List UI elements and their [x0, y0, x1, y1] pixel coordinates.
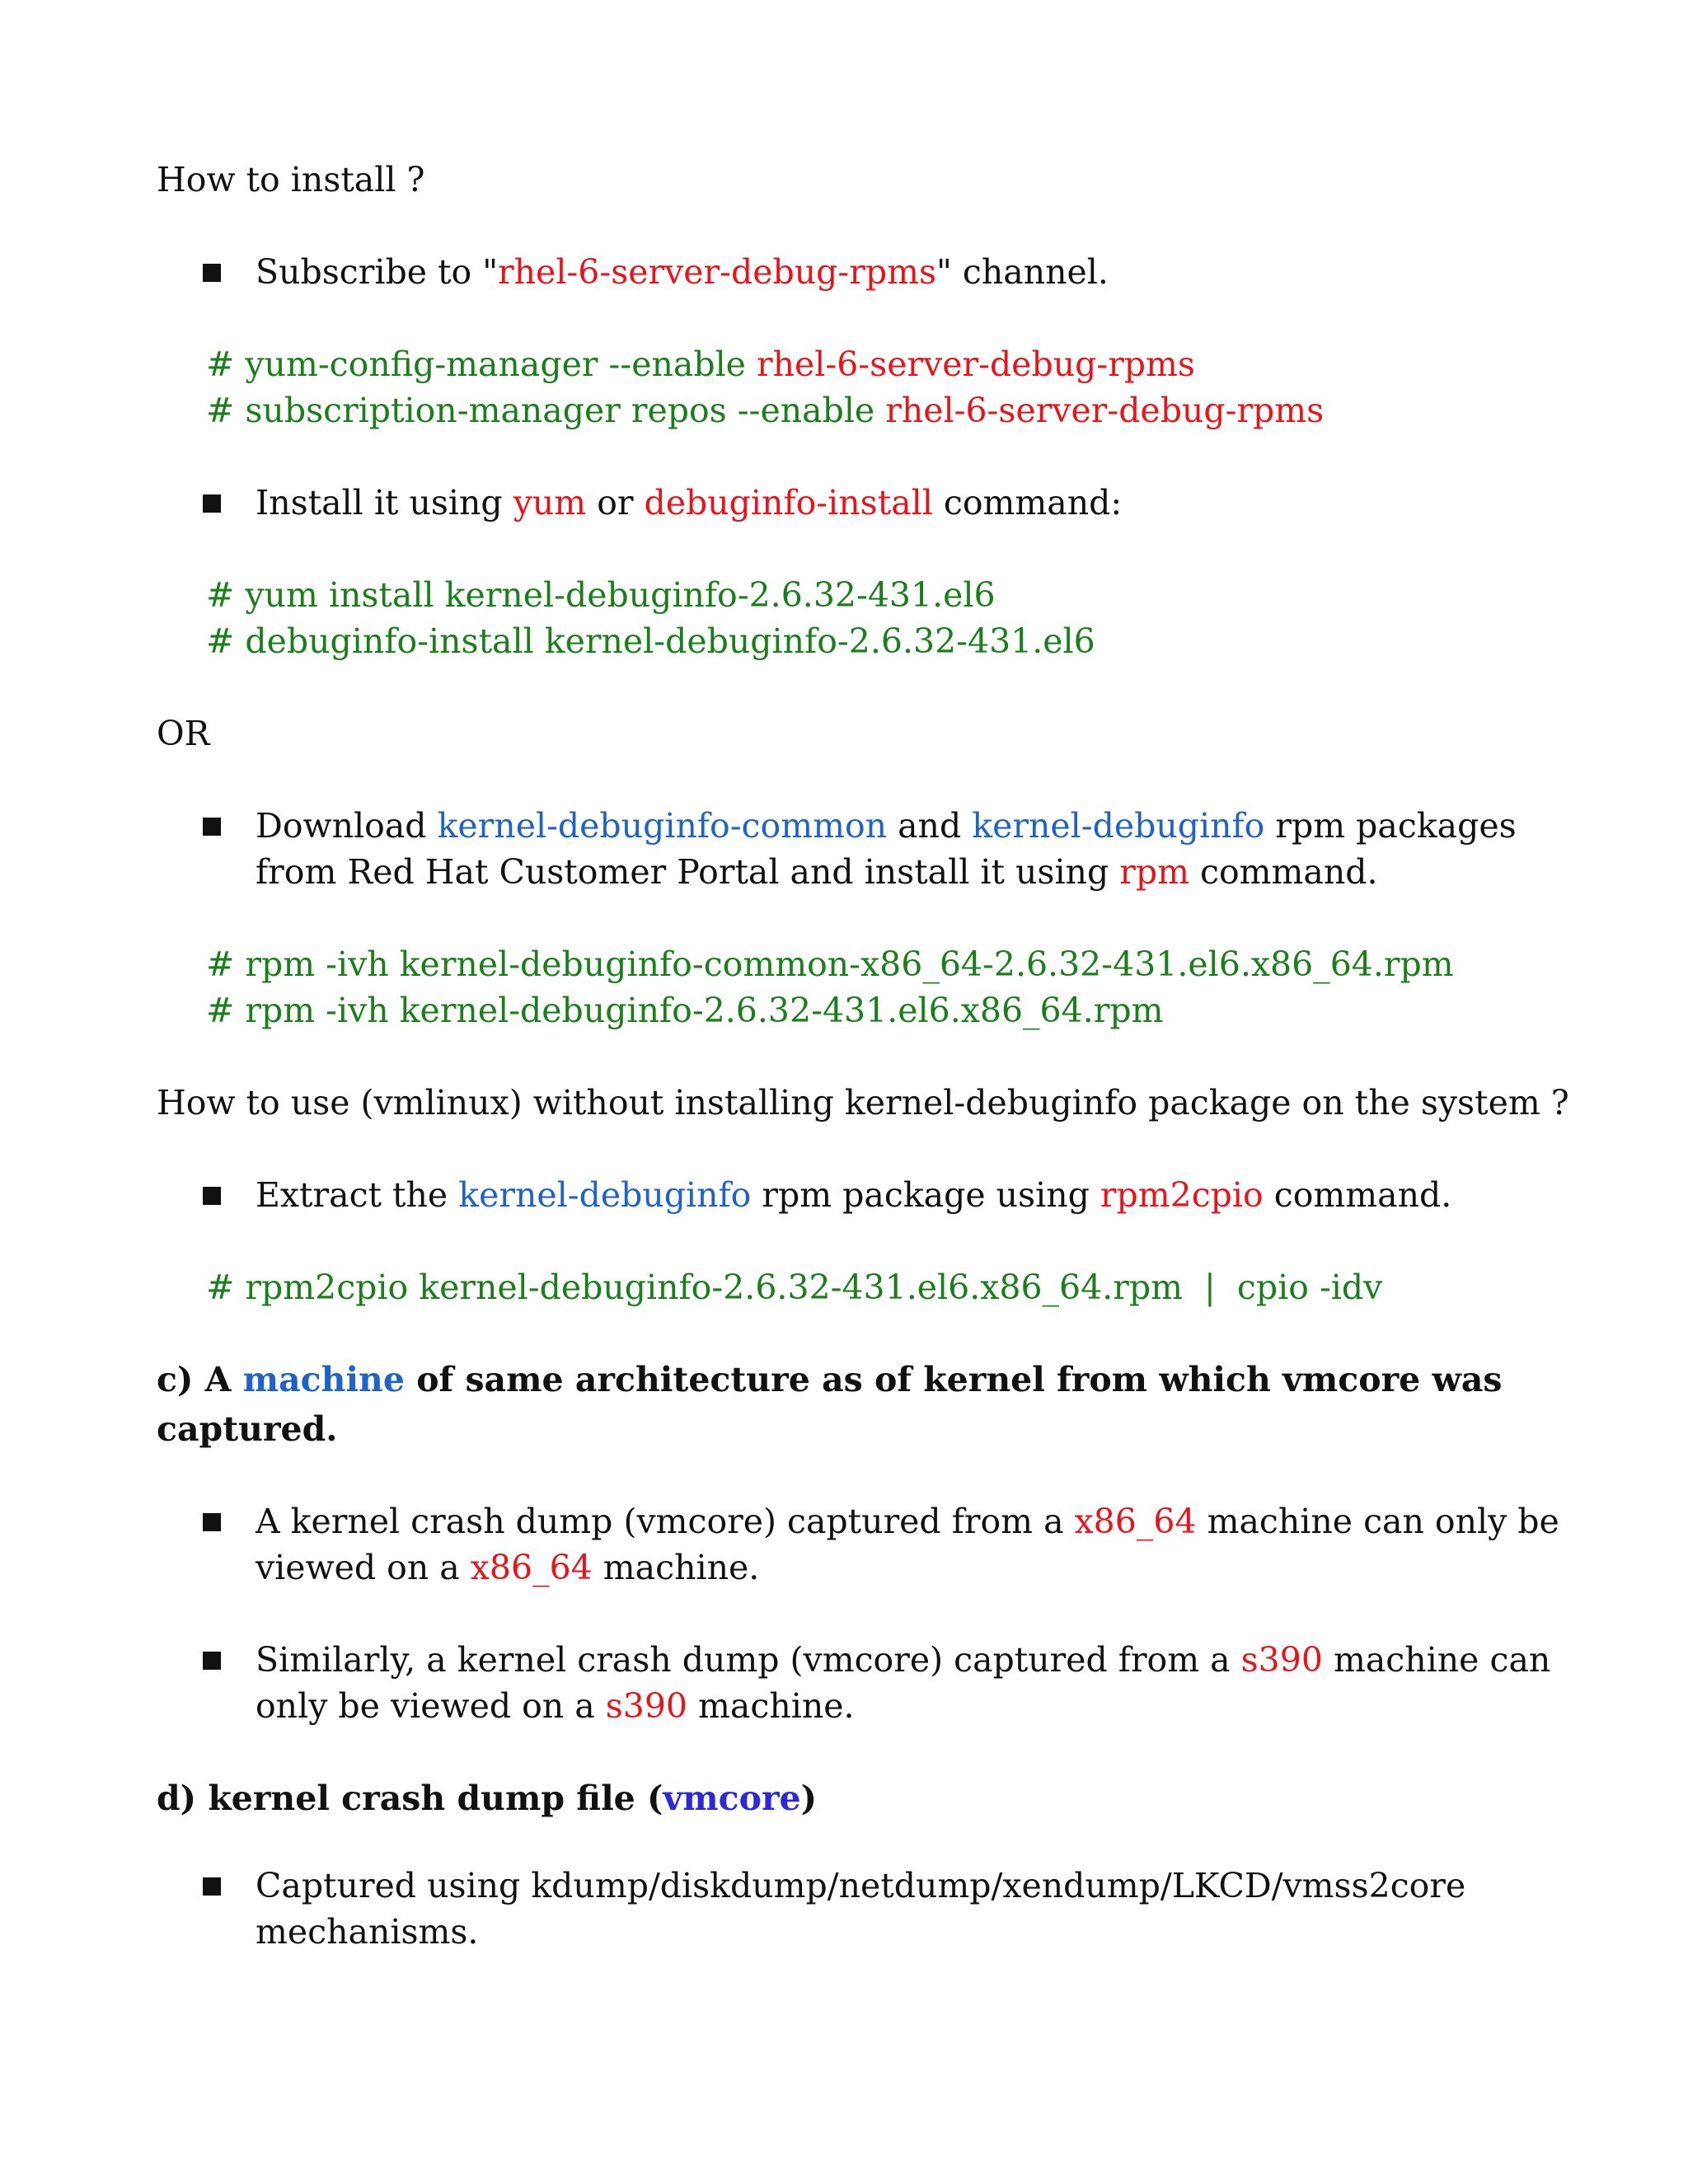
bullet-square-icon	[203, 264, 221, 282]
vmcore-keyword: vmcore	[663, 1779, 801, 1818]
text-segment: Similarly, a kernel crash dump (vmcore) captured from a	[256, 1640, 1241, 1680]
text-segment: and	[887, 806, 973, 846]
bullet-square-icon	[203, 1877, 221, 1896]
channel-name: rhel-6-server-debug-rpms	[498, 252, 937, 292]
bullet-square-icon	[203, 1187, 221, 1205]
install-heading: How to install ?	[157, 160, 425, 199]
arch-name: x86_64	[470, 1548, 593, 1587]
bullet-square-icon	[203, 818, 221, 836]
section-d-bullet-captured	[203, 1863, 1604, 1955]
bullet-text-line2: mechanisms.	[256, 1912, 479, 1952]
repo-name: rhel-6-server-debug-rpms	[756, 344, 1195, 384]
text-segment: rpm packages	[1264, 806, 1517, 846]
bullet-text	[256, 480, 1122, 526]
section-c-bullet-s390	[203, 1637, 1604, 1729]
tool-name: rpm	[1119, 852, 1189, 892]
text-segment: machine.	[592, 1548, 760, 1587]
bullet-square-icon	[203, 494, 221, 513]
package-name: kernel-debuginfo	[972, 806, 1265, 846]
text-segment: c) A	[157, 1360, 243, 1399]
text-segment: command:	[932, 483, 1123, 523]
text-segment: from Red Hat Customer Portal and install it using	[256, 852, 1120, 892]
bullet-square-icon	[203, 1513, 221, 1531]
section-c-heading-line2: captured.	[157, 1409, 338, 1449]
command-yum-config-manager	[206, 341, 1195, 387]
command-subscription-manager	[206, 387, 1324, 434]
command-rpm2cpio: # rpm2cpio kernel-debuginfo-2.6.32-431.el6.x86_64.rpm | cpio -idv	[206, 1268, 1383, 1307]
bullet-text	[256, 249, 1109, 295]
text-segment: or	[597, 483, 645, 523]
command-text: # subscription-manager repos --enable	[206, 391, 886, 430]
command-rpm-debuginfo: # rpm -ivh kernel-debuginfo-2.6.32-431.el6.x86_64.rpm	[206, 991, 1164, 1030]
section-c-bullet-x86	[203, 1498, 1604, 1591]
bullet-text-line1: Captured using kdump/diskdump/netdump/xendump/LKCD/vmss2core	[256, 1866, 1466, 1905]
package-name: kernel-debuginfo	[458, 1175, 752, 1215]
text-segment: rpm package using	[751, 1175, 1100, 1215]
bullet-text-line2	[256, 1683, 855, 1729]
text-segment: only be viewed on a	[256, 1686, 606, 1726]
text-segment: machine can only be	[1196, 1502, 1559, 1541]
command-debuginfo-install: # debuginfo-install kernel-debuginfo-2.6.32-431.el6	[206, 621, 1095, 661]
bullet-text-line2	[256, 849, 1378, 895]
text-segment: )	[800, 1779, 818, 1818]
package-name: kernel-debuginfo-common	[437, 806, 888, 846]
or-separator: OR	[157, 714, 210, 753]
install-bullet-download	[203, 803, 1604, 895]
text-segment: command.	[1189, 852, 1378, 892]
bullet-square-icon	[203, 1652, 221, 1670]
tool-name: yum	[513, 483, 587, 523]
command-yum-install: # yum install kernel-debuginfo-2.6.32-431.el6	[206, 575, 996, 615]
arch-name: s390	[605, 1686, 688, 1726]
bullet-text-line1	[256, 1637, 1550, 1683]
text-segment: A kernel crash dump (vmcore) captured from a	[256, 1502, 1075, 1541]
arch-name: x86_64	[1074, 1502, 1197, 1541]
tool-name: debuginfo-install	[644, 483, 933, 523]
text-segment: machine can	[1322, 1640, 1551, 1680]
command-rpm-common: # rpm -ivh kernel-debuginfo-common-x86_64-2.6.32-431.el6.x86_64.rpm	[206, 944, 1454, 984]
tool-name: rpm2cpio	[1100, 1175, 1264, 1215]
text-segment: machine.	[687, 1686, 855, 1726]
text-segment: viewed on a	[256, 1548, 471, 1587]
bullet-text-line2	[256, 1544, 759, 1591]
text-segment: command.	[1263, 1175, 1452, 1215]
text-segment: Download	[256, 806, 438, 846]
section-c-heading-line1	[157, 1357, 1502, 1403]
text-segment: Extract the	[256, 1175, 459, 1215]
bullet-text-line1	[256, 1498, 1559, 1544]
machine-keyword: machine	[242, 1360, 405, 1399]
bullet-text	[256, 1172, 1451, 1218]
arch-name: s390	[1240, 1640, 1323, 1680]
bullet-text-line1	[256, 803, 1517, 849]
text-segment: Subscribe to "	[256, 252, 499, 292]
use-heading: How to use (vmlinux) without installing kernel-debuginfo package on the system ?	[157, 1083, 1569, 1122]
text-segment: " channel.	[936, 252, 1109, 292]
text-segment: Install it using	[256, 483, 513, 523]
text-segment: of same architecture as of kernel from which vmcore was	[404, 1360, 1503, 1399]
command-text: # yum-config-manager --enable	[206, 344, 757, 384]
text-segment: d) kernel crash dump file (	[157, 1779, 663, 1818]
section-d-heading	[157, 1775, 817, 1821]
repo-name: rhel-6-server-debug-rpms	[885, 391, 1325, 430]
